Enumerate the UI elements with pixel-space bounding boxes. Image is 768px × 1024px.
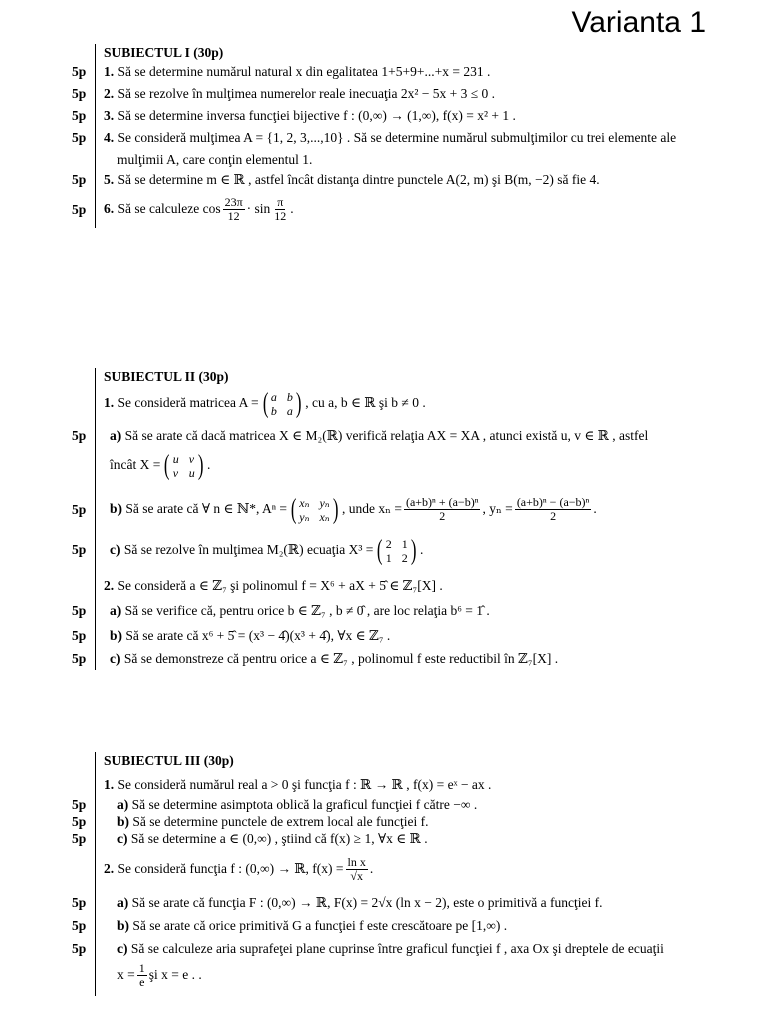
points-label: 5p [72,502,87,517]
item-number: 6. [104,201,115,216]
points-label: 5p [72,797,87,812]
matrix: ( a b b a ) [262,387,302,419]
item-text: Să se determine numărul natural x din egalitatea 1+5+9+...+x = 231 . [117,64,491,79]
fraction: $\frac{23\pi}{12}$ [224,195,243,224]
points-label: 5p [72,831,87,846]
fraction: $\frac{\text{(a+b)ⁿ + (a−b)ⁿ}}{2}$ [405,495,479,524]
points-label: 5p [72,814,87,829]
fraction: $\frac{\text{ln x}}{√x}$ [347,855,366,884]
s3-q2-statement: 2. Se consideră funcţia f : (0,∞) → ℝ, f(x) = $\frac{\text{ln x}}{√x}$ . [104,855,374,884]
s3-q2-c-continuation: x = $\frac{1}{e}$ şi x = e . . [117,961,202,990]
variant-title: Varianta 1 [571,6,706,39]
points-label: 5p [72,108,87,123]
s1-item-5 [104,172,600,188]
section3-margin-line [95,752,96,996]
item-number: 3. [104,108,115,123]
section1-heading: SUBIECTUL I (30p) [104,45,224,60]
section3-heading: SUBIECTUL III (30p) [104,753,234,768]
s2-q1-a-continuation: încât X = ( u v v u ) . [110,449,211,481]
item-text: Să se determine inversa funcţiei bijective f : (0,∞) → (1,∞), f(x) = x² + 1 . [117,108,516,123]
points-label: 5p [72,86,87,101]
s2-q2-b: b) Să se arate că x⁶ + 5̂ = (x³ − 4̂)(x³ + 4̂), ∀x ∈ ℤ₇ . [110,628,391,643]
s2-q1-b: b) Să se arate că ∀ n ∈ ℕ*, Aⁿ = ( xₙ yₙ yₙ xₙ ) , unde xₙ = $\frac{\text{(a+b)ⁿ + (a−b)ⁿ}}{2}$ , yₙ = $\frac{\text{(a+b)ⁿ − (a−b)ⁿ}}{2}$ . [110,493,597,525]
points-label: 5p [72,64,87,79]
s2-q1-c: c) Să se rezolve în mulţimea M₂(ℝ) ecuaţia X³ = ( 2 1 1 2 ) . [110,534,424,566]
points-label: 5p [72,542,87,557]
points-label: 5p [72,628,87,643]
fraction: $\frac{\text{(a+b)ⁿ − (a−b)ⁿ}}{2}$ [516,495,590,524]
points-label: 5p [72,603,87,618]
fraction: $\frac{\pi}{12}$ [274,195,287,224]
item-number: 5. [104,172,115,187]
points-label: 5p [72,651,87,666]
matrix: ( xₙ yₙ yₙ xₙ ) [290,493,339,525]
s2-q2-c: c) Să se demonstreze că pentru orice a ∈ ℤ₇ , polinomul f este reductibil în ℤ₇[X] . [110,651,559,666]
item-number: 2. [104,86,115,101]
item-text: Să se rezolve în mulţimea numerelor reale inecuaţia 2x² − 5x + 3 ≤ 0 . [117,86,496,101]
points-label: 5p [72,941,87,956]
s3-q2-a: a) Să se arate că funcţia F : (0,∞) → ℝ, F(x) = 2√x (ln x − 2), este o primitivă a funcţiei f. [117,895,603,910]
item-text: Să se calculeze cos [117,201,221,216]
s1-item-2 [104,86,495,102]
s1-item-6: 6. Să se calculeze cos $\frac{23\pi}{12}$ · sin $\frac{\pi}{12}$ . [104,195,294,224]
fraction: $\frac{1}{e}$ [138,961,145,990]
s3-q1-c: c) Să se determine a ∈ (0,∞) , ştiind că f(x) ≥ 1, ∀x ∈ ℝ . [117,831,428,846]
s1-item-3 [104,108,516,124]
item-text: Se consideră mulţimea A = {1, 2, 3,...,10} . Să se determine numărul submulţimilor cu trei elemente ale [117,130,677,145]
s3-q2-b: b) Să se arate că orice primitivă G a funcţiei f este crescătoare pe [1,∞) . [117,918,508,933]
matrix: ( u v v u ) [164,449,204,481]
item-text: Să se determine m ∈ ℝ , astfel încât distanţa dintre punctele A(2, m) şi B(m, −2) să fie 4. [117,172,600,187]
section2-heading: SUBIECTUL II (30p) [104,369,229,384]
points-label: 5p [72,918,87,933]
s1-item-4 [104,130,676,146]
s3-q2-c: c) Să se calculeze aria suprafeţei plane cuprinse între graficul funcţiei f , axa Ox şi dreptele de ecuaţii [117,941,664,956]
points-label: 5p [72,202,87,217]
s3-q1-b: b) Să se determine punctele de extrem local ale funcţiei f. [117,814,429,829]
points-label: 5p [72,895,87,910]
s2-q2-statement: 2. Se consideră a ∈ ℤ₇ şi polinomul f = X⁶ + aX + 5̂ ∈ ℤ₇[X] . [104,578,443,593]
points-label: 5p [72,428,87,443]
points-label: 5p [72,172,87,187]
section1-margin-line [95,44,96,228]
s3-q1-statement: 1. Se consideră numărul real a > 0 şi funcţia f : ℝ → ℝ , f(x) = eˣ − ax . [104,777,492,792]
s2-q1-a: a) Să se arate că dacă matricea X ∈ M₂(ℝ) verifică relaţia AX = XA , atunci există u, v ∈ ℝ , astfel [110,428,649,443]
s3-q1-a: a) Să se determine asimptota oblică la graficul funcţiei f către −∞ . [117,797,478,812]
s1-item-1 [104,64,490,80]
section2-margin-line [95,368,96,670]
s2-q2-a: a) Să se verifice că, pentru orice b ∈ ℤ₇ , b ≠ 0̂ , are loc relaţia b⁶ = 1̂ . [110,603,490,618]
item-number: 1. [104,64,115,79]
s1-item-4-continuation: mulţimii A, care conţin elementul 1. [117,152,313,167]
s2-q1-statement: 1. Se consideră matricea A = ( a b b a ) , cu a, b ∈ ℝ şi b ≠ 0 . [104,387,426,419]
item-number: 4. [104,130,115,145]
points-label: 5p [72,130,87,145]
matrix: ( 2 1 1 2 ) [377,534,417,566]
